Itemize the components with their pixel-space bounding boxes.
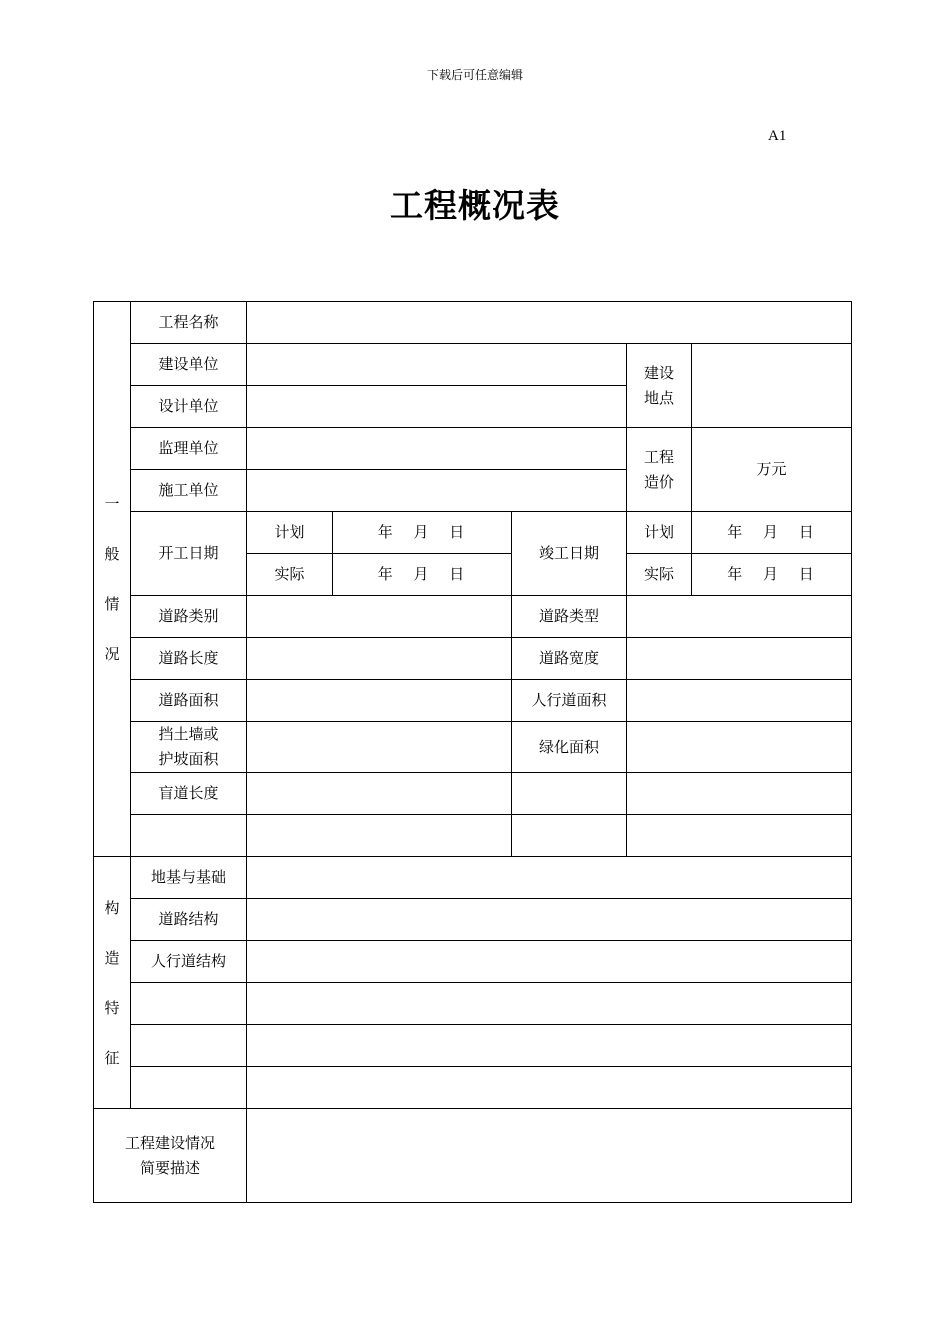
row-summary bbox=[94, 1109, 852, 1203]
supervision-unit-field[interactable] bbox=[247, 428, 627, 470]
label-retaining-wall-line: 护坡面积 bbox=[158, 750, 219, 768]
label-greening-area: 绿化面积 bbox=[512, 722, 627, 773]
label-site-line: 建设 bbox=[643, 363, 674, 382]
blank-value-cell[interactable] bbox=[247, 815, 512, 857]
label-sidewalk-area: 人行道面积 bbox=[512, 680, 627, 722]
road-category-field[interactable] bbox=[247, 596, 512, 638]
section-structure-char: 构 bbox=[104, 898, 120, 917]
row-retaining-wall bbox=[94, 722, 852, 773]
road-type-field[interactable] bbox=[627, 596, 852, 638]
blank-value-cell[interactable] bbox=[247, 1025, 852, 1067]
row-road-length bbox=[94, 638, 852, 680]
date-placeholder: 年 月 日 bbox=[727, 565, 822, 583]
label-completion-planned: 计划 bbox=[627, 512, 692, 554]
extra-value-cell[interactable] bbox=[627, 773, 852, 815]
row-structure-blank bbox=[94, 1025, 852, 1067]
label-construction-unit: 建设单位 bbox=[131, 344, 247, 386]
road-length-field[interactable] bbox=[247, 638, 512, 680]
completion-actual-date-field[interactable] bbox=[692, 554, 852, 596]
section-general bbox=[94, 302, 131, 857]
label-supervision-unit: 监理单位 bbox=[131, 428, 247, 470]
row-road-category bbox=[94, 596, 852, 638]
row-dates-planned bbox=[94, 512, 852, 554]
label-cost-line: 工程 bbox=[643, 447, 674, 466]
blank-value-cell[interactable] bbox=[627, 815, 852, 857]
completion-planned-date-field[interactable] bbox=[692, 512, 852, 554]
label-site bbox=[627, 344, 692, 428]
section-structure bbox=[94, 857, 131, 1109]
row-road-structure bbox=[94, 899, 852, 941]
retaining-wall-field[interactable] bbox=[247, 722, 512, 773]
start-planned-date-field[interactable] bbox=[333, 512, 512, 554]
row-road-area bbox=[94, 680, 852, 722]
row-sidewalk-structure bbox=[94, 941, 852, 983]
form-code: A1 bbox=[768, 128, 787, 144]
label-design-unit: 设计单位 bbox=[131, 386, 247, 428]
row-project-name bbox=[94, 302, 852, 344]
project-overview-table bbox=[93, 301, 852, 1203]
label-start-actual: 实际 bbox=[247, 554, 333, 596]
blind-path-length-field[interactable] bbox=[247, 773, 512, 815]
blank-label-cell[interactable] bbox=[131, 983, 247, 1025]
section-general-char: 情 bbox=[104, 595, 120, 613]
label-sidewalk-structure: 人行道结构 bbox=[131, 941, 247, 983]
project-name-field[interactable] bbox=[247, 302, 852, 344]
date-placeholder: 年 月 日 bbox=[377, 565, 473, 583]
road-width-field[interactable] bbox=[627, 638, 852, 680]
label-summary-line: 简要描述 bbox=[139, 1158, 200, 1177]
label-builder-unit: 施工单位 bbox=[131, 470, 247, 512]
row-general-blank bbox=[94, 815, 852, 857]
blank-label-cell[interactable] bbox=[131, 1067, 247, 1109]
road-area-field[interactable] bbox=[247, 680, 512, 722]
blank-label-cell[interactable] bbox=[131, 815, 247, 857]
blank-label-cell[interactable] bbox=[131, 1025, 247, 1067]
label-completion-date: 竣工日期 bbox=[512, 512, 627, 596]
label-road-length: 道路长度 bbox=[131, 638, 247, 680]
label-site-line: 地点 bbox=[643, 388, 674, 407]
section-structure-char: 征 bbox=[104, 1048, 120, 1067]
section-structure-char: 造 bbox=[104, 948, 120, 967]
blank-label-cell[interactable] bbox=[512, 815, 627, 857]
label-road-width: 道路宽度 bbox=[512, 638, 627, 680]
label-start-date: 开工日期 bbox=[131, 512, 247, 596]
cost-unit: 万元 bbox=[756, 460, 787, 478]
blank-value-cell[interactable] bbox=[247, 1067, 852, 1109]
section-general-char: 一 bbox=[104, 495, 120, 513]
label-summary bbox=[94, 1109, 247, 1203]
greening-area-field[interactable] bbox=[627, 722, 852, 773]
label-retaining-wall bbox=[131, 722, 247, 773]
label-road-type: 道路类型 bbox=[512, 596, 627, 638]
cost-field[interactable] bbox=[692, 428, 852, 512]
label-foundation: 地基与基础 bbox=[131, 857, 247, 899]
construction-unit-field[interactable] bbox=[247, 344, 627, 386]
design-unit-field[interactable] bbox=[247, 386, 627, 428]
site-field[interactable] bbox=[692, 344, 852, 428]
label-road-category: 道路类别 bbox=[131, 596, 247, 638]
summary-field[interactable] bbox=[247, 1109, 852, 1203]
row-construction-unit bbox=[94, 344, 852, 386]
foundation-field[interactable] bbox=[247, 857, 852, 899]
label-start-planned: 计划 bbox=[247, 512, 333, 554]
section-structure-char: 特 bbox=[104, 998, 120, 1017]
sidewalk-area-field[interactable] bbox=[627, 680, 852, 722]
sidewalk-structure-field[interactable] bbox=[247, 941, 852, 983]
label-blind-path-length: 盲道长度 bbox=[131, 773, 247, 815]
row-foundation bbox=[94, 857, 852, 899]
row-structure-blank bbox=[94, 983, 852, 1025]
section-general-char: 般 bbox=[104, 545, 120, 563]
label-road-area: 道路面积 bbox=[131, 680, 247, 722]
label-cost bbox=[627, 428, 692, 512]
row-structure-blank bbox=[94, 1067, 852, 1109]
row-supervision-unit bbox=[94, 428, 852, 470]
row-blind-path bbox=[94, 773, 852, 815]
page-title: 工程概况表 bbox=[390, 186, 560, 225]
road-structure-field[interactable] bbox=[247, 899, 852, 941]
blank-value-cell[interactable] bbox=[247, 983, 852, 1025]
date-placeholder: 年 月 日 bbox=[727, 523, 822, 541]
section-general-char: 况 bbox=[104, 645, 120, 663]
label-cost-line: 造价 bbox=[643, 472, 674, 491]
header-note: 下载后可任意编辑 bbox=[426, 68, 523, 82]
date-placeholder: 年 月 日 bbox=[377, 523, 473, 541]
label-retaining-wall-line: 挡土墙或 bbox=[158, 725, 219, 743]
label-summary-line: 工程建设情况 bbox=[124, 1133, 215, 1152]
extra-label-cell[interactable] bbox=[512, 773, 627, 815]
label-completion-actual: 实际 bbox=[627, 554, 692, 596]
label-road-structure: 道路结构 bbox=[131, 899, 247, 941]
start-actual-date-field[interactable] bbox=[333, 554, 512, 596]
label-project-name: 工程名称 bbox=[131, 302, 247, 344]
builder-unit-field[interactable] bbox=[247, 470, 627, 512]
